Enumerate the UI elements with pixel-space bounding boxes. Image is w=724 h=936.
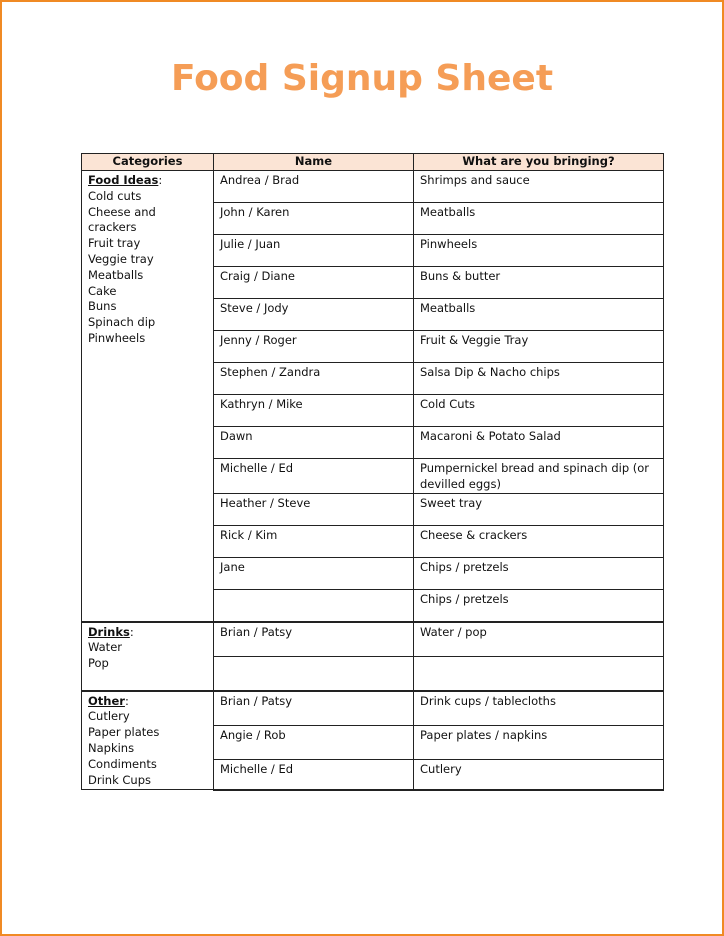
bringing-cell[interactable]: Drink cups / tablecloths [414, 691, 664, 726]
bringing-cell[interactable]: Meatballs [414, 203, 664, 235]
category-item: Cake [88, 283, 117, 298]
table-row [82, 622, 664, 657]
bringing-cell[interactable]: Pumpernickel bread and spinach dip (or devilled eggs) [414, 459, 664, 494]
table-row [82, 171, 664, 203]
bringing-cell[interactable]: Cutlery [414, 759, 664, 790]
bringing-cell[interactable]: Macaroni & Potato Salad [414, 427, 664, 459]
category-heading-line [88, 694, 207, 710]
category-item: Spinach dip [88, 315, 156, 330]
category-item: Pinwheels [88, 330, 146, 345]
bringing-cell[interactable]: Chips / pretzels [414, 557, 664, 589]
name-cell[interactable]: Michelle / Ed [214, 759, 414, 790]
name-cell[interactable]: Brian / Patsy [214, 691, 414, 726]
name-cell[interactable]: John / Karen [214, 203, 414, 235]
category-item: Fruit tray [88, 236, 141, 251]
name-cell[interactable]: Craig / Diane [214, 267, 414, 299]
bringing-cell[interactable]: Water / pop [414, 622, 664, 657]
bringing-cell[interactable]: Chips / pretzels [414, 589, 664, 622]
category-item: Meatballs [88, 267, 144, 282]
name-cell[interactable]: Jane [214, 557, 414, 589]
bringing-cell[interactable]: Pinwheels [414, 235, 664, 267]
name-cell[interactable]: Angie / Rob [214, 725, 414, 759]
page-title: Food Signup Sheet [170, 58, 554, 99]
category-item: Drink Cups [88, 772, 151, 787]
name-cell[interactable]: Brian / Patsy [214, 622, 414, 657]
bringing-cell[interactable]: Meatballs [414, 299, 664, 331]
name-cell[interactable] [214, 589, 414, 622]
category-item: Paper plates [88, 725, 160, 740]
category-item: Veggie tray [88, 251, 154, 266]
bringing-cell[interactable]: Salsa Dip & Nacho chips [414, 363, 664, 395]
category-item: Condiments [88, 756, 157, 771]
category-item: Cold cuts [88, 188, 142, 203]
category-heading: Other [88, 693, 125, 708]
category-colon: : [158, 173, 163, 187]
bringing-cell[interactable]: Shrimps and sauce [414, 171, 664, 203]
category-item: Buns [88, 299, 117, 314]
name-cell[interactable]: Jenny / Roger [214, 331, 414, 363]
header-name: Name [214, 154, 414, 171]
category-cell [82, 171, 214, 622]
bringing-cell[interactable]: Cold Cuts [414, 395, 664, 427]
bringing-cell[interactable]: Paper plates / napkins [414, 725, 664, 759]
name-cell[interactable]: Heather / Steve [214, 493, 414, 525]
category-item: Cheese and crackers [88, 204, 156, 235]
table-row [82, 691, 664, 726]
name-cell[interactable]: Stephen / Zandra [214, 363, 414, 395]
name-cell[interactable]: Michelle / Ed [214, 459, 414, 494]
bringing-cell[interactable] [414, 656, 664, 691]
table-header-row [82, 154, 664, 171]
category-cell [82, 622, 214, 691]
category-heading-line [88, 625, 207, 641]
bringing-cell[interactable]: Cheese & crackers [414, 525, 664, 557]
name-cell[interactable]: Julie / Juan [214, 235, 414, 267]
category-colon: : [124, 693, 129, 708]
category-colon: : [129, 624, 134, 639]
name-cell[interactable]: Dawn [214, 427, 414, 459]
name-cell[interactable]: Rick / Kim [214, 525, 414, 557]
category-cell [82, 691, 214, 790]
category-item: Pop [88, 656, 109, 671]
table-body [82, 171, 664, 790]
name-cell[interactable]: Andrea / Brad [214, 171, 414, 203]
header-bringing: What are you bringing? [414, 154, 664, 171]
name-cell[interactable]: Kathryn / Mike [214, 395, 414, 427]
category-heading: Food Ideas [88, 173, 159, 187]
bringing-cell[interactable]: Fruit & Veggie Tray [414, 331, 664, 363]
header-categories: Categories [82, 154, 214, 171]
bringing-cell[interactable]: Buns & butter [414, 267, 664, 299]
category-heading: Drinks [88, 624, 130, 639]
signup-table [81, 153, 664, 791]
category-item: Water [88, 640, 122, 655]
bringing-cell[interactable]: Sweet tray [414, 493, 664, 525]
name-cell[interactable]: Steve / Jody [214, 299, 414, 331]
category-item: Cutlery [88, 709, 130, 724]
category-heading-line [88, 173, 207, 189]
category-item: Napkins [88, 740, 135, 755]
name-cell[interactable] [214, 656, 414, 691]
